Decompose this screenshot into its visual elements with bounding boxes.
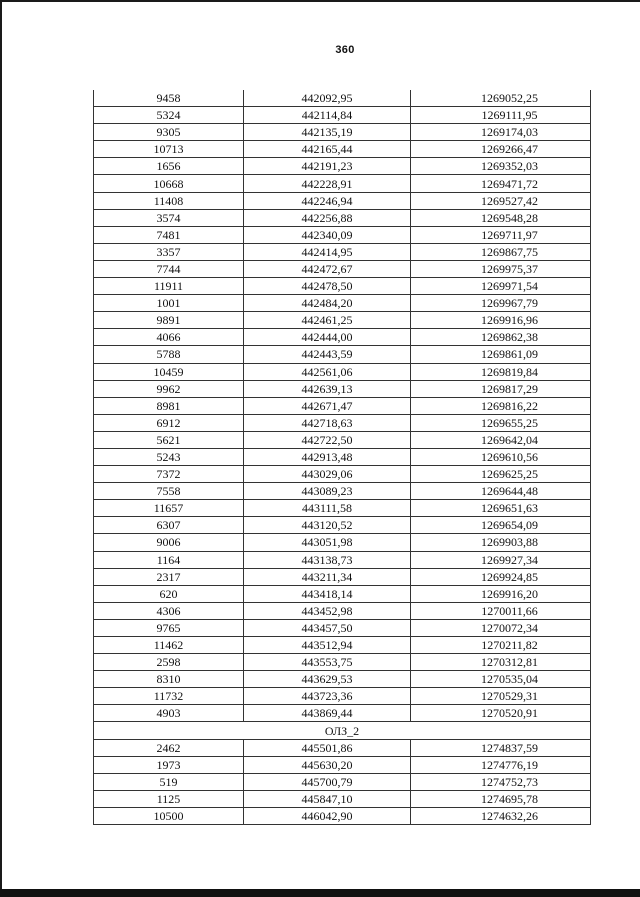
- x-coordinate-cell: 443120,52: [244, 517, 411, 534]
- coordinates-table: [93, 90, 591, 825]
- table-row: [94, 739, 591, 756]
- y-coordinate-cell: 1269642,04: [411, 431, 591, 448]
- point-number-cell: 519: [94, 773, 244, 790]
- y-coordinate-cell: 1269816,22: [411, 397, 591, 414]
- point-number-cell: 1001: [94, 295, 244, 312]
- y-coordinate-cell: 1269817,29: [411, 380, 591, 397]
- table-row: [94, 448, 591, 465]
- table-row: [94, 551, 591, 568]
- point-number-cell: 11911: [94, 278, 244, 295]
- point-number-cell: 4066: [94, 329, 244, 346]
- x-coordinate-cell: 442414,95: [244, 243, 411, 260]
- table-row: [94, 329, 591, 346]
- x-coordinate-cell: 443029,06: [244, 466, 411, 483]
- table-row: [94, 380, 591, 397]
- y-coordinate-cell: 1269651,63: [411, 500, 591, 517]
- y-coordinate-cell: 1269174,03: [411, 124, 591, 141]
- x-coordinate-cell: 445630,20: [244, 756, 411, 773]
- x-coordinate-cell: 443512,94: [244, 637, 411, 654]
- y-coordinate-cell: 1269610,56: [411, 448, 591, 465]
- table-row: [94, 346, 591, 363]
- table-row: [94, 534, 591, 551]
- point-number-cell: 5621: [94, 431, 244, 448]
- scan-border-left: [0, 0, 2, 897]
- y-coordinate-cell: 1274632,26: [411, 807, 591, 824]
- y-coordinate-cell: 1274776,19: [411, 756, 591, 773]
- table-row: [94, 756, 591, 773]
- x-coordinate-cell: 442191,23: [244, 158, 411, 175]
- point-number-cell: 2317: [94, 568, 244, 585]
- table-row: [94, 124, 591, 141]
- x-coordinate-cell: 443553,75: [244, 654, 411, 671]
- x-coordinate-cell: 443869,44: [244, 705, 411, 722]
- y-coordinate-cell: 1269655,25: [411, 414, 591, 431]
- point-number-cell: 1656: [94, 158, 244, 175]
- table-row: [94, 807, 591, 824]
- y-coordinate-cell: 1269916,20: [411, 585, 591, 602]
- x-coordinate-cell: 443457,50: [244, 619, 411, 636]
- point-number-cell: 9962: [94, 380, 244, 397]
- point-number-cell: 7481: [94, 226, 244, 243]
- point-number-cell: 5324: [94, 107, 244, 124]
- x-coordinate-cell: 442722,50: [244, 431, 411, 448]
- point-number-cell: 2462: [94, 739, 244, 756]
- page-number: 360: [335, 44, 355, 56]
- y-coordinate-cell: 1269861,09: [411, 346, 591, 363]
- table-row: [94, 295, 591, 312]
- point-number-cell: 1164: [94, 551, 244, 568]
- point-number-cell: 10668: [94, 175, 244, 192]
- point-number-cell: 8981: [94, 397, 244, 414]
- x-coordinate-cell: 442444,00: [244, 329, 411, 346]
- x-coordinate-cell: 443111,58: [244, 500, 411, 517]
- x-coordinate-cell: 443138,73: [244, 551, 411, 568]
- point-number-cell: 6912: [94, 414, 244, 431]
- x-coordinate-cell: 442135,19: [244, 124, 411, 141]
- point-number-cell: 4903: [94, 705, 244, 722]
- point-number-cell: 9891: [94, 312, 244, 329]
- x-coordinate-cell: 443089,23: [244, 483, 411, 500]
- table-row: [94, 431, 591, 448]
- x-coordinate-cell: 442478,50: [244, 278, 411, 295]
- table-row: [94, 585, 591, 602]
- point-number-cell: 3357: [94, 243, 244, 260]
- table-row: [94, 637, 591, 654]
- x-coordinate-cell: 442671,47: [244, 397, 411, 414]
- y-coordinate-cell: 1269924,85: [411, 568, 591, 585]
- point-number-cell: 5788: [94, 346, 244, 363]
- point-number-cell: 6307: [94, 517, 244, 534]
- y-coordinate-cell: 1269903,88: [411, 534, 591, 551]
- point-number-cell: 4306: [94, 602, 244, 619]
- point-number-cell: 11408: [94, 192, 244, 209]
- x-coordinate-cell: 442639,13: [244, 380, 411, 397]
- point-number-cell: 5243: [94, 448, 244, 465]
- table-row: [94, 107, 591, 124]
- x-coordinate-cell: 442340,09: [244, 226, 411, 243]
- y-coordinate-cell: 1269644,48: [411, 483, 591, 500]
- table-row: [94, 192, 591, 209]
- x-coordinate-cell: 442484,20: [244, 295, 411, 312]
- y-coordinate-cell: 1270312,81: [411, 654, 591, 671]
- y-coordinate-cell: 1269916,96: [411, 312, 591, 329]
- x-coordinate-cell: 442092,95: [244, 90, 411, 107]
- x-coordinate-cell: 442114,84: [244, 107, 411, 124]
- y-coordinate-cell: 1269625,25: [411, 466, 591, 483]
- table-row: [94, 773, 591, 790]
- x-coordinate-cell: 442443,59: [244, 346, 411, 363]
- y-coordinate-cell: 1269471,72: [411, 175, 591, 192]
- y-coordinate-cell: 1269862,38: [411, 329, 591, 346]
- table-row: [94, 260, 591, 277]
- point-number-cell: 1973: [94, 756, 244, 773]
- point-number-cell: 10713: [94, 141, 244, 158]
- table-row: [94, 397, 591, 414]
- table-row: [94, 312, 591, 329]
- point-number-cell: 10500: [94, 807, 244, 824]
- x-coordinate-cell: 442246,94: [244, 192, 411, 209]
- table-row: [94, 175, 591, 192]
- point-number-cell: 3574: [94, 209, 244, 226]
- table-row: [94, 243, 591, 260]
- scan-border-bottom: [0, 889, 640, 897]
- table-row: [94, 619, 591, 636]
- y-coordinate-cell: 1269052,25: [411, 90, 591, 107]
- point-number-cell: 11732: [94, 688, 244, 705]
- y-coordinate-cell: 1269266,47: [411, 141, 591, 158]
- table-row: [94, 141, 591, 158]
- y-coordinate-cell: 1270072,34: [411, 619, 591, 636]
- y-coordinate-cell: 1274837,59: [411, 739, 591, 756]
- y-coordinate-cell: 1269527,42: [411, 192, 591, 209]
- x-coordinate-cell: 443418,14: [244, 585, 411, 602]
- point-number-cell: 9305: [94, 124, 244, 141]
- point-number-cell: 7558: [94, 483, 244, 500]
- y-coordinate-cell: 1269967,79: [411, 295, 591, 312]
- section-label: ОЛЗ_2: [94, 722, 591, 739]
- y-coordinate-cell: 1274695,78: [411, 790, 591, 807]
- table-row: [94, 654, 591, 671]
- y-coordinate-cell: 1269971,54: [411, 278, 591, 295]
- table-row: [94, 226, 591, 243]
- section-header-row: [94, 722, 591, 739]
- table-row: [94, 688, 591, 705]
- x-coordinate-cell: 443723,36: [244, 688, 411, 705]
- table-row: [94, 705, 591, 722]
- point-number-cell: 8310: [94, 671, 244, 688]
- table-row: [94, 278, 591, 295]
- x-coordinate-cell: 443211,34: [244, 568, 411, 585]
- y-coordinate-cell: 1269867,75: [411, 243, 591, 260]
- y-coordinate-cell: 1269111,95: [411, 107, 591, 124]
- table-row: [94, 500, 591, 517]
- y-coordinate-cell: 1269819,84: [411, 363, 591, 380]
- x-coordinate-cell: 442472,67: [244, 260, 411, 277]
- x-coordinate-cell: 442913,48: [244, 448, 411, 465]
- point-number-cell: 620: [94, 585, 244, 602]
- y-coordinate-cell: 1269975,37: [411, 260, 591, 277]
- scan-border-top: [0, 0, 640, 2]
- x-coordinate-cell: 442461,25: [244, 312, 411, 329]
- y-coordinate-cell: 1269711,97: [411, 226, 591, 243]
- y-coordinate-cell: 1269352,03: [411, 158, 591, 175]
- y-coordinate-cell: 1269927,34: [411, 551, 591, 568]
- table-row: [94, 209, 591, 226]
- point-number-cell: 9765: [94, 619, 244, 636]
- x-coordinate-cell: 443452,98: [244, 602, 411, 619]
- y-coordinate-cell: 1270211,82: [411, 637, 591, 654]
- y-coordinate-cell: 1270520,91: [411, 705, 591, 722]
- y-coordinate-cell: 1269654,09: [411, 517, 591, 534]
- point-number-cell: 7744: [94, 260, 244, 277]
- y-coordinate-cell: 1270011,66: [411, 602, 591, 619]
- y-coordinate-cell: 1274752,73: [411, 773, 591, 790]
- table-row: [94, 483, 591, 500]
- y-coordinate-cell: 1270529,31: [411, 688, 591, 705]
- point-number-cell: 10459: [94, 363, 244, 380]
- table-row: [94, 602, 591, 619]
- point-number-cell: 9458: [94, 90, 244, 107]
- point-number-cell: 11657: [94, 500, 244, 517]
- x-coordinate-cell: 445847,10: [244, 790, 411, 807]
- point-number-cell: 9006: [94, 534, 244, 551]
- y-coordinate-cell: 1269548,28: [411, 209, 591, 226]
- table-row: [94, 568, 591, 585]
- point-number-cell: 1125: [94, 790, 244, 807]
- table-row: [94, 466, 591, 483]
- x-coordinate-cell: 442256,88: [244, 209, 411, 226]
- x-coordinate-cell: 442561,06: [244, 363, 411, 380]
- x-coordinate-cell: 442718,63: [244, 414, 411, 431]
- point-number-cell: 11462: [94, 637, 244, 654]
- x-coordinate-cell: 443629,53: [244, 671, 411, 688]
- table-row: [94, 414, 591, 431]
- x-coordinate-cell: 445501,86: [244, 739, 411, 756]
- x-coordinate-cell: 443051,98: [244, 534, 411, 551]
- coordinates-table-body: [94, 90, 591, 825]
- x-coordinate-cell: 442228,91: [244, 175, 411, 192]
- table-row: [94, 790, 591, 807]
- point-number-cell: 2598: [94, 654, 244, 671]
- table-row: [94, 671, 591, 688]
- y-coordinate-cell: 1270535,04: [411, 671, 591, 688]
- table-row: [94, 158, 591, 175]
- table-row: [94, 517, 591, 534]
- x-coordinate-cell: 445700,79: [244, 773, 411, 790]
- point-number-cell: 7372: [94, 466, 244, 483]
- x-coordinate-cell: 446042,90: [244, 807, 411, 824]
- table-row: [94, 90, 591, 107]
- table-row: [94, 363, 591, 380]
- x-coordinate-cell: 442165,44: [244, 141, 411, 158]
